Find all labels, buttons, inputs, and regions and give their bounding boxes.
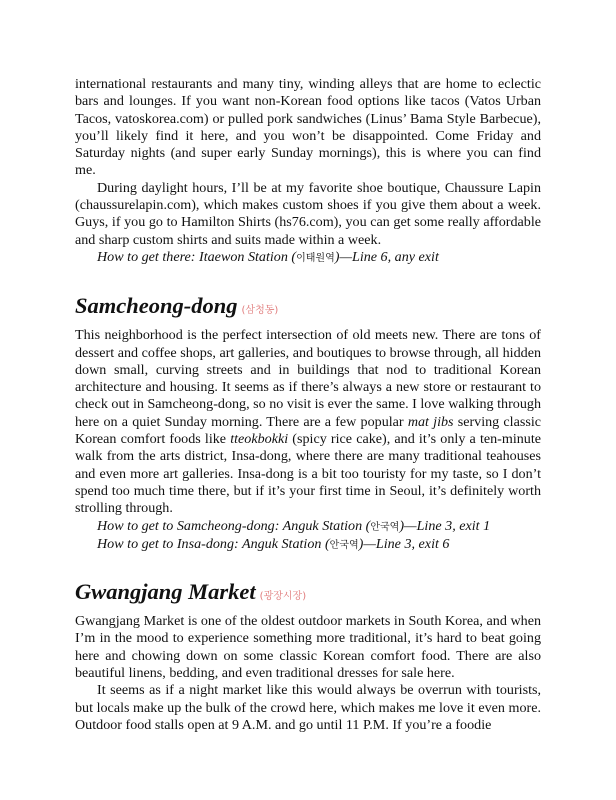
night-market-paragraph: It seems as if a night market like this would always be overrun with tourists, but locals make up the bulk of the crowd here, which makes me love it even more. Outdoor food stalls open at 9 A.M. and go until 11 P.M. If you’re a foodie (75, 682, 541, 733)
directions-text: How to get to Insa-dong: Anguk Station ( (97, 535, 330, 552)
paragraph-text: (spicy rice cake), and it’s only a ten-minute walk from the arts district, Insa-dong, where there are many traditional teahouses and even more art galleries. Insa-dong is a bit too touristy for my taste, so I don’t spend too much time there, but if it’s your first time in Seoul, it’s definitely worth strolling through. (75, 431, 542, 517)
section-title: Gwangjang Market (75, 579, 256, 605)
samcheong-paragraph (75, 327, 541, 517)
paragraph-text: This neighborhood is the perfect intersection of old meets new. There are tons of dessert and coffee shops, art galleries, and boutiques to browse through, all hidden down small, curving streets and in buildings that nod to traditional Korean architecture and housing. It seems as if there’s always a new store or restaurant to check out in Samcheong-dong, so no visit is ever the same. I love walking through here on a quiet Sunday morning. There are a few popular (75, 327, 541, 430)
section-title-korean: (삼청동) (241, 305, 279, 317)
term-mat-jibs: mat jibs (407, 413, 454, 430)
gwangjang-paragraph: Gwangjang Market is one of the oldest outdoor markets in South Korea, and when I’m in the mood to experience something more traditional, it’s hard to beat going here and chowing down on some classic Korean comfort food. There are also beautiful linens, bedding, and even traditional dresses for sale here. (75, 613, 541, 682)
directions-line: )—Line 6, any exit (334, 248, 439, 265)
paragraph-text: serving classic Korean comfort foods like (75, 413, 541, 448)
section-title: Samcheong-dong (75, 293, 238, 319)
insadong-directions (75, 536, 541, 554)
section-heading-samcheong (75, 292, 541, 325)
section-heading-gwangjang (75, 578, 541, 611)
intro-paragraph: international restaurants and many tiny, winding alleys that are home to eclectic bars and lounges. If you want non-Korean food options like tacos (Vatos Urban Tacos, vatoskorea.com) or pulled pork sandwiches (Linus’ Bama Style Barbecue), you’ll likely find it here, and you won’t be disappointed. Come Friday and Saturday nights (and super early Sunday mornings), this is where you can find me. (75, 76, 541, 179)
directions-line: )—Line 3, exit 1 (399, 517, 491, 534)
directions-text: How to get there: Itaewon Station ( (97, 248, 297, 265)
directions-text: How to get to Samcheong-dong: Anguk Station ( (97, 517, 371, 534)
term-tteokbokki: tteokbokki (230, 431, 289, 448)
korean-station-name: 이태원역 (296, 252, 335, 264)
shopping-paragraph: During daylight hours, I’ll be at my favorite shoe boutique, Chaussure Lapin (chaussurelapin.com), which makes custom shoes if you give them about a week. Guys, if you go to Hamilton Shirts (hs76.com), you can get some really affordable and sharp custom shirts and suits made within a week. (75, 179, 541, 248)
samcheong-directions (75, 518, 541, 536)
itaewon-directions (75, 249, 541, 267)
directions-line: )—Line 3, exit 6 (358, 535, 450, 552)
section-title-korean: (광장시장) (259, 591, 307, 603)
page-content (75, 76, 541, 734)
korean-station-name: 안국역 (329, 539, 359, 551)
korean-station-name: 안국역 (370, 521, 400, 533)
